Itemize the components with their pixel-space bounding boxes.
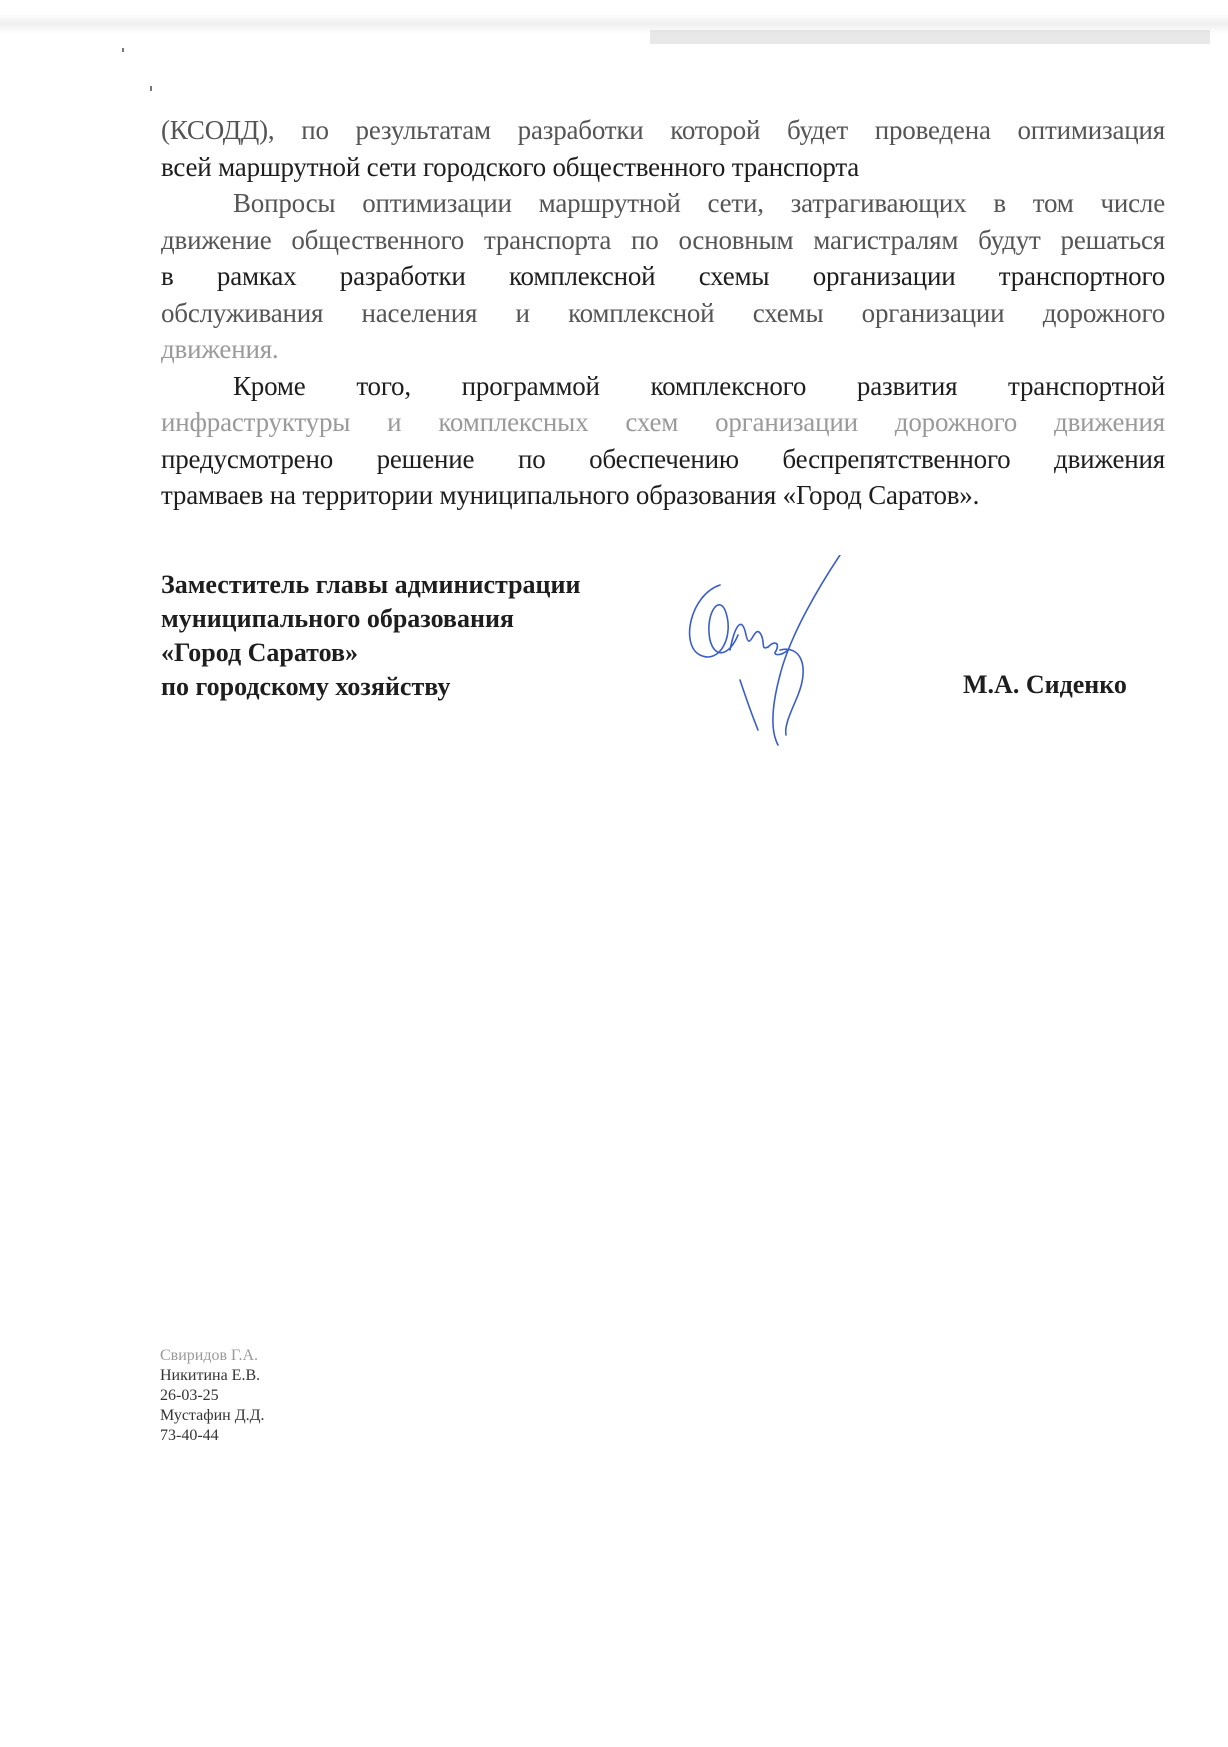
text-line: трамваев на территории муниципального образования «Город Саратов». <box>161 480 980 510</box>
paragraph-1 <box>161 112 1165 185</box>
paragraph-2 <box>161 185 1165 368</box>
text-line: предусмотрено решение по обеспечению беспрепятственного движения <box>161 443 1165 474</box>
signatory-title-line: «Город Саратов» <box>161 638 359 667</box>
contact-phone: 26-03-25 <box>160 1387 219 1404</box>
signatory-name: М.А. Сиденко <box>963 670 1127 699</box>
scan-speck <box>122 48 124 52</box>
signature-stroke <box>730 624 768 650</box>
text-line: инфраструктуры и комплексных схем организации дорожного движения <box>161 407 1165 437</box>
scan-speck <box>150 86 152 91</box>
text-line: Вопросы оптимизации маршрутной сети, затрагивающих в том числе <box>233 188 1165 218</box>
contacts-block <box>160 1346 265 1446</box>
signatory-title-line: Заместитель главы администрации <box>161 570 581 599</box>
contact-phone: 73-40-44 <box>160 1427 219 1444</box>
contact-line: Мустафин Д.Д. <box>160 1407 265 1424</box>
contact-line: Свиридов Г.А. <box>160 1347 259 1364</box>
text-line: всей маршрутной сети городского общественного транспорта <box>161 151 860 182</box>
text-line: движения. <box>161 334 279 364</box>
signatory-title <box>161 568 580 704</box>
signatory-title-line: по городскому хозяйству <box>161 672 451 701</box>
handwritten-signature <box>680 555 880 755</box>
contact-line: Никитина Е.В. <box>160 1367 261 1384</box>
scan-artifact-top-right <box>650 30 1210 44</box>
signature-stroke <box>740 680 758 730</box>
text-line: Кроме того, программой комплексного развития транспортной <box>233 370 1165 401</box>
text-line: (КСОДД), по результатам разработки которой будет проведена оптимизация <box>161 115 1165 145</box>
text-line: в рамках разработки комплексной схемы организации транспортного <box>161 261 1165 291</box>
paragraph-3 <box>161 368 1165 514</box>
text-line: обслуживания населения и комплексной схемы организации дорожного <box>161 297 1165 328</box>
signatory-title-line: муниципального образования <box>161 604 514 633</box>
letter-body <box>161 112 1165 514</box>
text-line: движение общественного транспорта по основным магистралям будут решаться <box>161 224 1165 255</box>
